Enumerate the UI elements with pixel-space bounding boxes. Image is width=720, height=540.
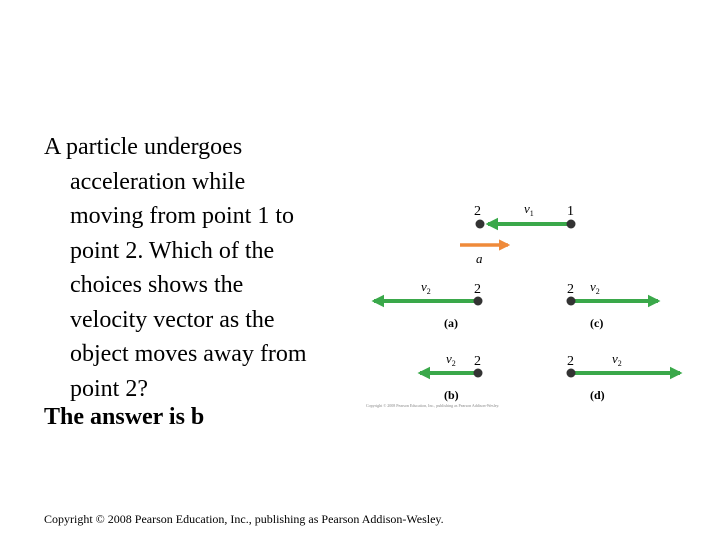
point-2-dot-c — [567, 297, 576, 306]
v2-label-b: $v_2$ — [446, 351, 456, 368]
point-2-label: 2 — [474, 204, 481, 219]
figure-fine-print: Copyright © 2008 Pearson Education, Inc., publishing as Pearson Addison-Wesley. — [366, 403, 500, 408]
option-a — [374, 279, 483, 330]
question-line: A particle undergoes — [44, 134, 243, 160]
point-2-label-b: 2 — [474, 354, 481, 369]
v2-label-d: $v_2$ — [612, 351, 622, 368]
option-b — [420, 351, 483, 402]
velocity-vector-figure — [360, 195, 700, 415]
point-2-dot-a — [474, 297, 483, 306]
option-d — [567, 351, 681, 402]
point-2-dot — [476, 220, 485, 229]
point-2-label-a: 2 — [474, 282, 481, 297]
point-2-dot-b — [474, 369, 483, 378]
option-a-label: (a) — [444, 316, 458, 330]
question-line: object moves away from — [70, 341, 307, 367]
question-line: point 2. Which of the — [70, 237, 275, 264]
option-c — [567, 279, 659, 330]
question-line: acceleration while — [70, 168, 246, 195]
option-b-label: (b) — [444, 388, 459, 402]
answer-text: The answer is b — [44, 404, 205, 430]
question-line: moving from point 1 to — [70, 203, 294, 229]
v2-label-a: $v_2$ — [421, 279, 431, 296]
point-1-label: 1 — [567, 204, 574, 219]
v1-label: $v_1$ — [524, 201, 534, 218]
point-1-dot — [567, 220, 576, 229]
question-line: point 2? — [70, 375, 148, 402]
question-line: velocity vector as the — [70, 306, 275, 333]
question-text — [44, 130, 364, 406]
point-2-label-d: 2 — [567, 354, 574, 369]
v2-label-c: $v_2$ — [590, 279, 600, 296]
acceleration-label: a — [476, 251, 483, 266]
point-2-label-c: 2 — [567, 282, 574, 297]
question-line: choices shows the — [70, 272, 244, 298]
point-2-dot-d — [567, 369, 576, 378]
motion-diagram — [460, 201, 576, 266]
option-c-label: (c) — [590, 316, 604, 330]
copyright-notice: Copyright © 2008 Pearson Education, Inc., publishing as Pearson Addison-Wesley. — [44, 512, 444, 526]
option-d-label: (d) — [590, 388, 605, 402]
